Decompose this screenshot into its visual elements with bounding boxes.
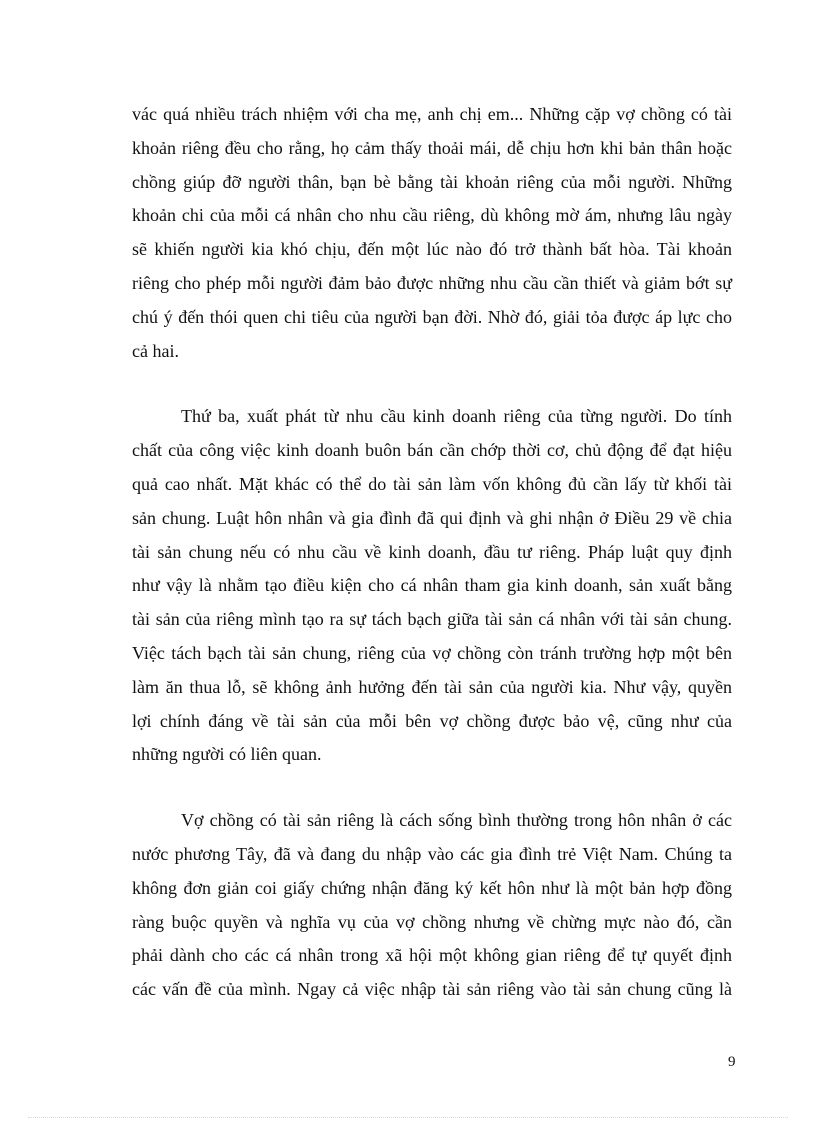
paragraph-2	[132, 400, 732, 772]
text-line: Thứ ba, xuất phát từ nhu cầu kinh doanh riêng của từng người. Do tính	[181, 406, 732, 427]
text-line: chú ý đến thói quen chi tiêu của người bạn đời. Nhờ đó, giải tỏa được áp lực cho	[132, 306, 732, 327]
page-bottom-divider	[28, 1117, 788, 1118]
paragraph-1	[132, 98, 732, 368]
text-line: phải dành cho các cá nhân trong xã hội một không gian riêng để tự quyết định	[132, 945, 732, 966]
text-line: các vấn đề của mình. Ngay cả việc nhập tài sản riêng vào tài sản chung cũng là	[132, 979, 732, 1000]
text-line: chất của công việc kinh doanh buôn bán cần chớp thời cơ, chủ động để đạt hiệu	[132, 440, 732, 461]
text-line: ràng buộc quyền và nghĩa vụ của vợ chồng nhưng về chừng mực nào đó, cần	[132, 911, 732, 932]
text-line: nước phương Tây, đã và đang du nhập vào các gia đình trẻ Việt Nam. Chúng ta	[132, 843, 732, 864]
text-line: làm ăn thua lỗ, sẽ không ảnh hưởng đến tài sản của người kia. Như vậy, quyền	[132, 676, 732, 697]
text-line: riêng cho phép mỗi người đảm bảo được những nhu cầu cần thiết và giảm bớt sự	[132, 272, 732, 293]
text-line: như vậy là nhằm tạo điều kiện cho cá nhân tham gia kinh doanh, sản xuất bằng	[132, 575, 732, 596]
text-line: Việc tách bạch tài sản chung, riêng của vợ chồng còn tránh trường hợp một bên	[132, 642, 732, 663]
text-line: không đơn giản coi giấy chứng nhận đăng ký kết hôn như là một bản hợp đồng	[132, 877, 732, 898]
text-line: quả cao nhất. Mặt khác có thể do tài sản làm vốn không đủ cần lấy từ khối tài	[132, 473, 732, 494]
text-line: chồng giúp đỡ người thân, bạn bè bằng tài khoản riêng của mỗi người. Những	[132, 171, 732, 192]
page-number: 9	[728, 1054, 736, 1070]
text-line: những người có liên quan.	[132, 744, 322, 765]
text-line: vác quá nhiều trách nhiệm với cha mẹ, anh chị em... Những cặp vợ chồng có tài	[132, 104, 732, 124]
text-line: lợi chính đáng về tài sản của mỗi bên vợ chồng được bảo vệ, cũng như của	[132, 710, 732, 731]
text-line: cả hai.	[132, 340, 179, 361]
text-line: khoản chi của mỗi cá nhân cho nhu cầu riêng, dù không mờ ám, nhưng lâu ngày	[132, 205, 732, 226]
text-line: tài sản chung nếu có nhu cầu về kinh doanh, đầu tư riêng. Pháp luật quy định	[132, 541, 732, 562]
text-line: tài sản của riêng mình tạo ra sự tách bạch giữa tài sản cá nhân với tài sản chung.	[132, 609, 732, 630]
paragraph-3	[132, 804, 732, 1007]
paragraph-spacer	[132, 368, 732, 400]
body-text	[132, 98, 732, 1007]
paragraph-spacer	[132, 772, 732, 804]
text-line: sản chung. Luật hôn nhân và gia đình đã qui định và ghi nhận ở Điều 29 về chia	[132, 507, 732, 528]
text-line: sẽ khiến người kia khó chịu, đến một lúc nào đó trở thành bất hòa. Tài khoản	[132, 239, 732, 260]
text-line: khoản riêng đều cho rằng, họ cảm thấy thoải mái, dễ chịu hơn khi bản thân hoặc	[132, 137, 732, 158]
text-line: Vợ chồng có tài sản riêng là cách sống bình thường trong hôn nhân ở các	[181, 810, 732, 831]
